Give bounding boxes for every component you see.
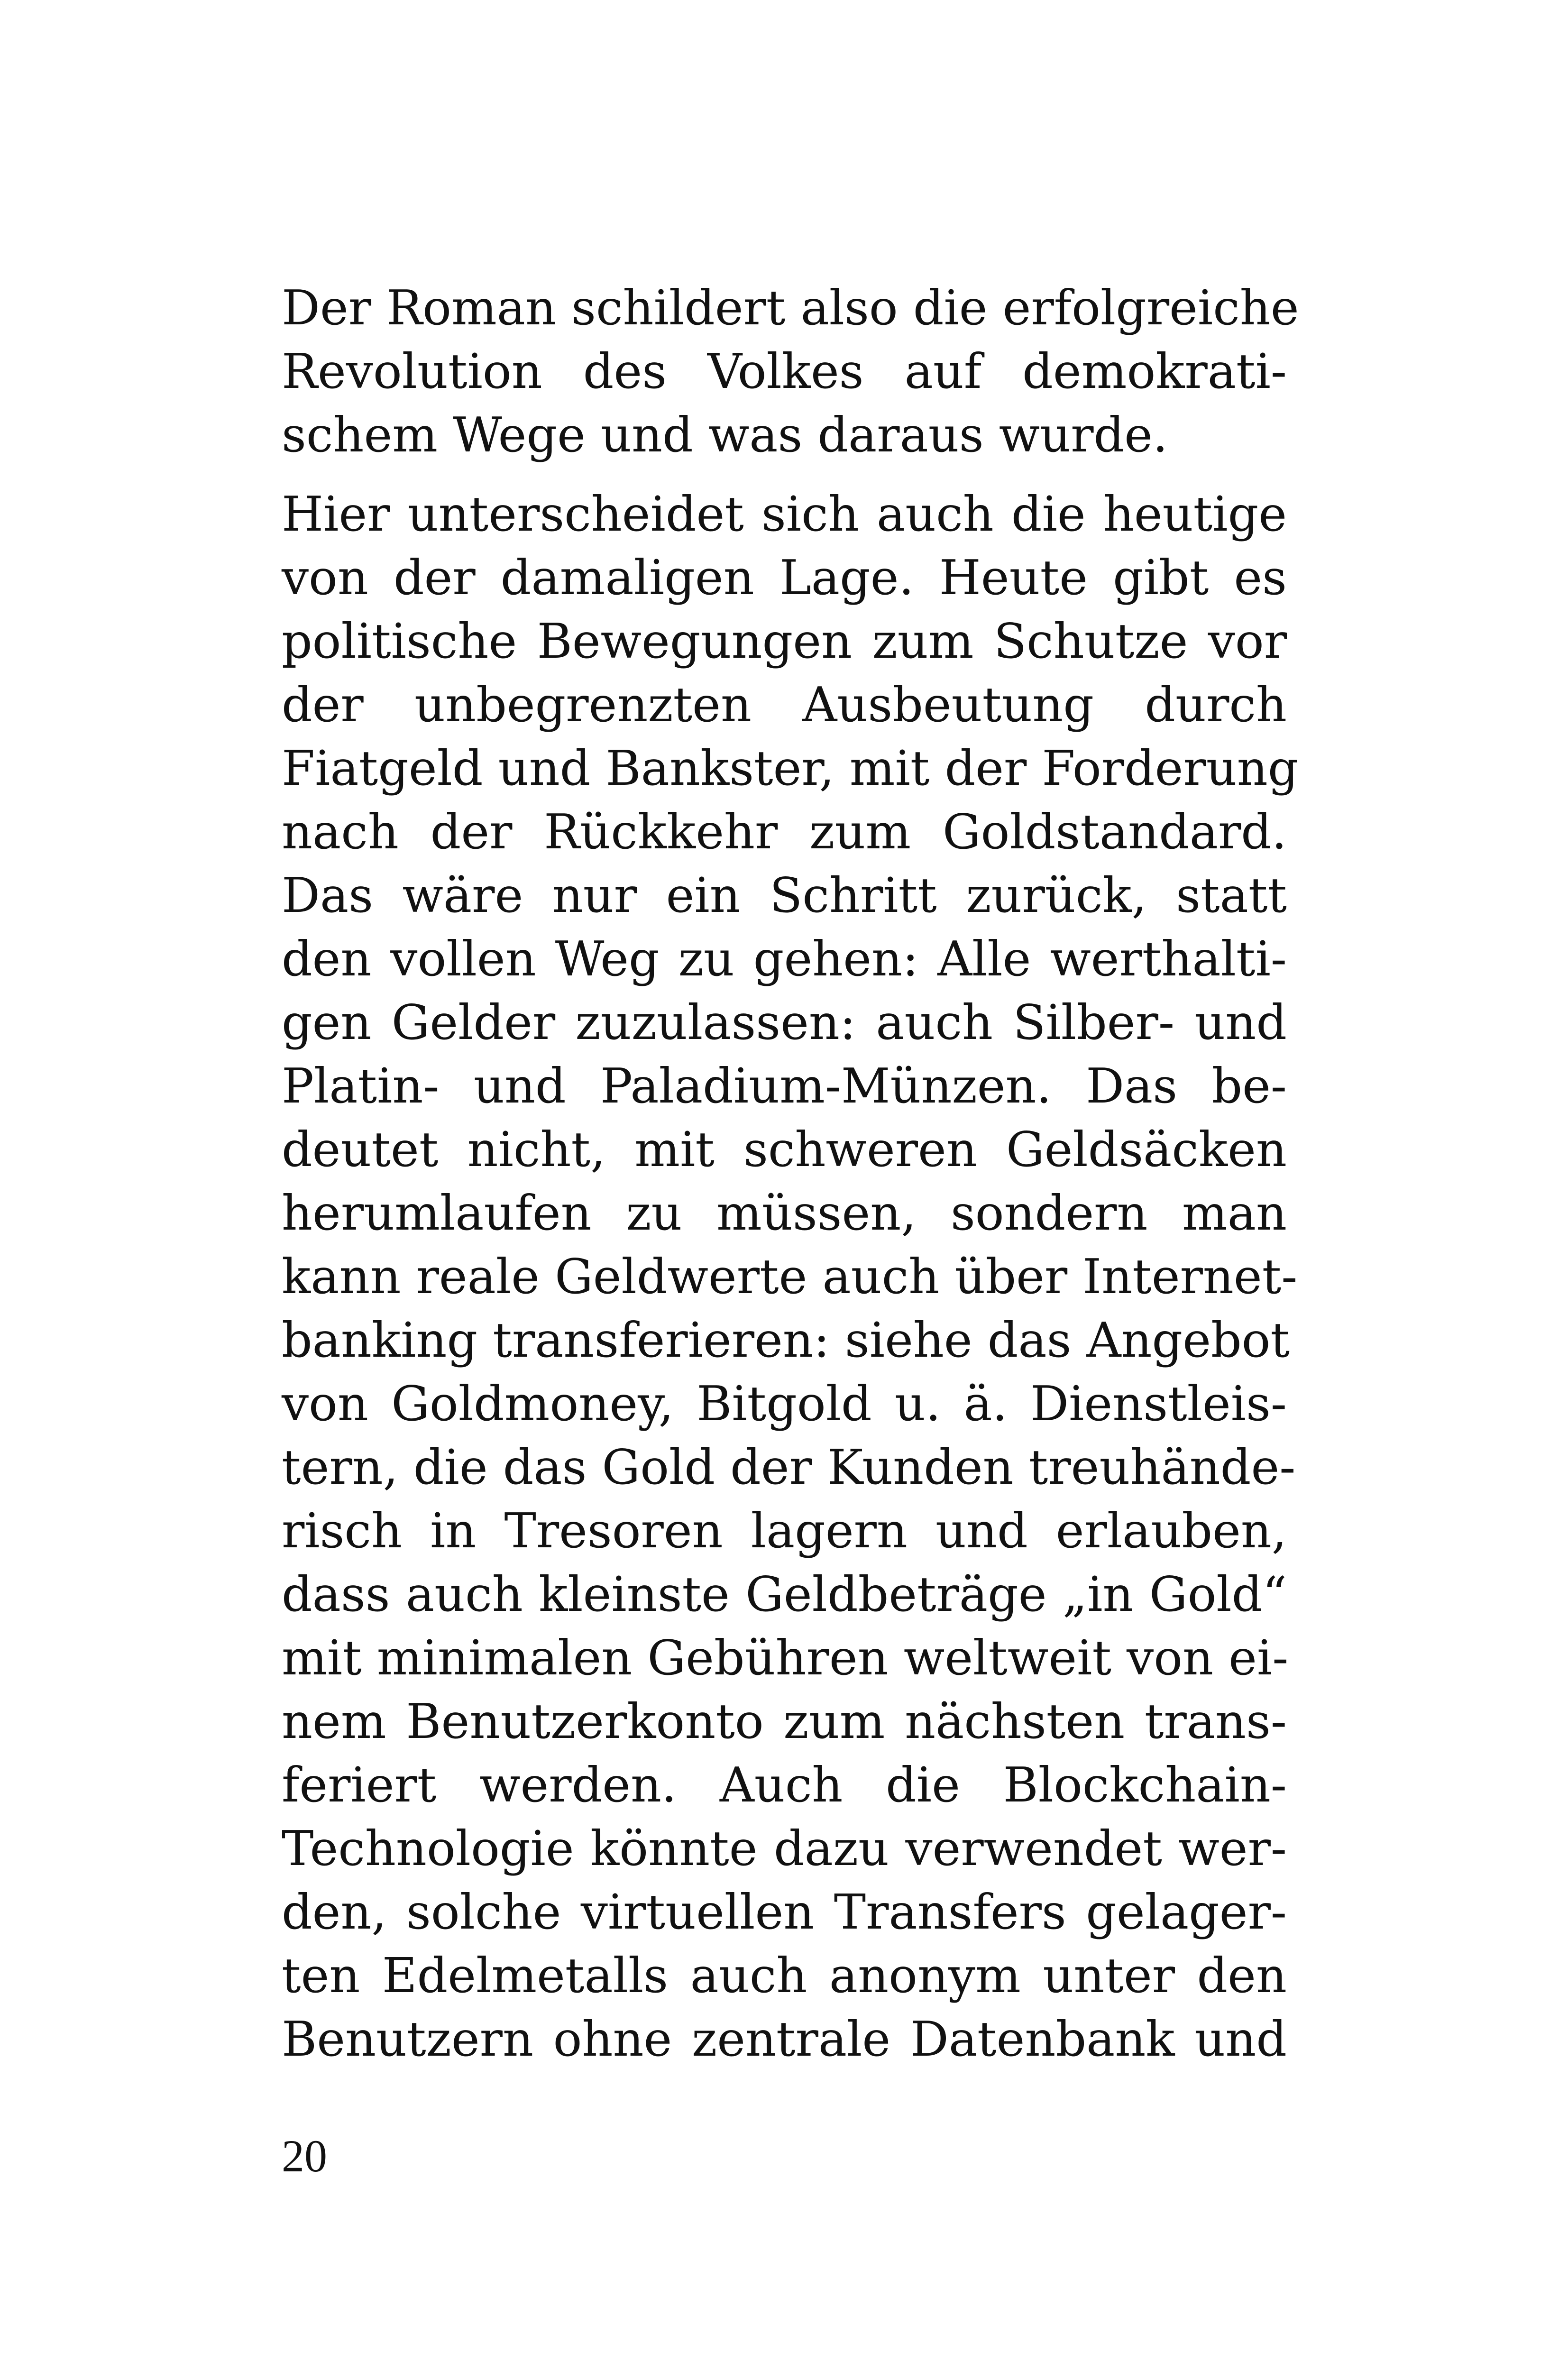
text-line: von der damaligen Lage. Heute gibt es	[282, 550, 1287, 606]
body-text	[282, 276, 1299, 2071]
text-line: der unbegrenzten Ausbeutung durch	[282, 677, 1287, 733]
text-line: schem Wege und was daraus wurde.	[282, 407, 1168, 463]
text-line: den, solche virtuellen Transfers gelager-	[282, 1884, 1287, 1940]
text-line: risch in Tresoren lagern und erlauben,	[282, 1503, 1287, 1559]
text-line: Benutzern ohne zentrale Datenbank und	[282, 2011, 1287, 2067]
text-line: Fiatgeld und Bankster, mit der Forderung	[282, 740, 1299, 796]
text-line: gen Gelder zuzulassen: auch Silber- und	[282, 994, 1287, 1050]
text-line: Technologie könnte dazu verwendet wer-	[282, 1820, 1287, 1876]
text-line: deutet nicht, mit schweren Geldsäcken	[282, 1121, 1287, 1177]
text-line: nach der Rückkehr zum Goldstandard.	[282, 804, 1287, 860]
text-line: von Goldmoney, Bitgold u. ä. Dienstleis-	[282, 1376, 1287, 1432]
text-line: kann reale Geldwerte auch über Internet-	[282, 1249, 1298, 1305]
text-line: dass auch kleinste Geldbeträge „in Gold“	[282, 1566, 1287, 1622]
text-line: feriert werden. Auch die Blockchain-	[282, 1757, 1287, 1813]
text-line: den vollen Weg zu gehen: Alle werthalti-	[282, 931, 1287, 987]
page-number: 20	[282, 2131, 327, 2181]
text-line: Hier unterscheidet sich auch die heutige	[282, 486, 1287, 542]
text-line: politische Bewegungen zum Schutze vor	[282, 613, 1287, 669]
text-line: Revolution des Volkes auf demokrati-	[282, 343, 1287, 399]
paragraph-1	[282, 276, 1299, 467]
text-line: Das wäre nur ein Schritt zurück, statt	[282, 867, 1287, 923]
text-line: nem Benutzerkonto zum nächsten trans-	[282, 1693, 1287, 1749]
text-line: mit minimalen Gebühren weltweit von ei-	[282, 1630, 1289, 1686]
text-line: ten Edelmetalls auch anonym unter den	[282, 1948, 1287, 2003]
text-line: tern, die das Gold der Kunden treuhände-	[282, 1439, 1296, 1495]
text-line: banking transferieren: siehe das Angebot	[282, 1312, 1290, 1368]
text-line: Platin- und Paladium-Münzen. Das be-	[282, 1058, 1287, 1114]
text-line: herumlaufen zu müssen, sondern man	[282, 1185, 1287, 1241]
text-line: Der Roman schildert also die erfolgreiche	[282, 280, 1299, 336]
paragraph-2	[282, 482, 1299, 2071]
